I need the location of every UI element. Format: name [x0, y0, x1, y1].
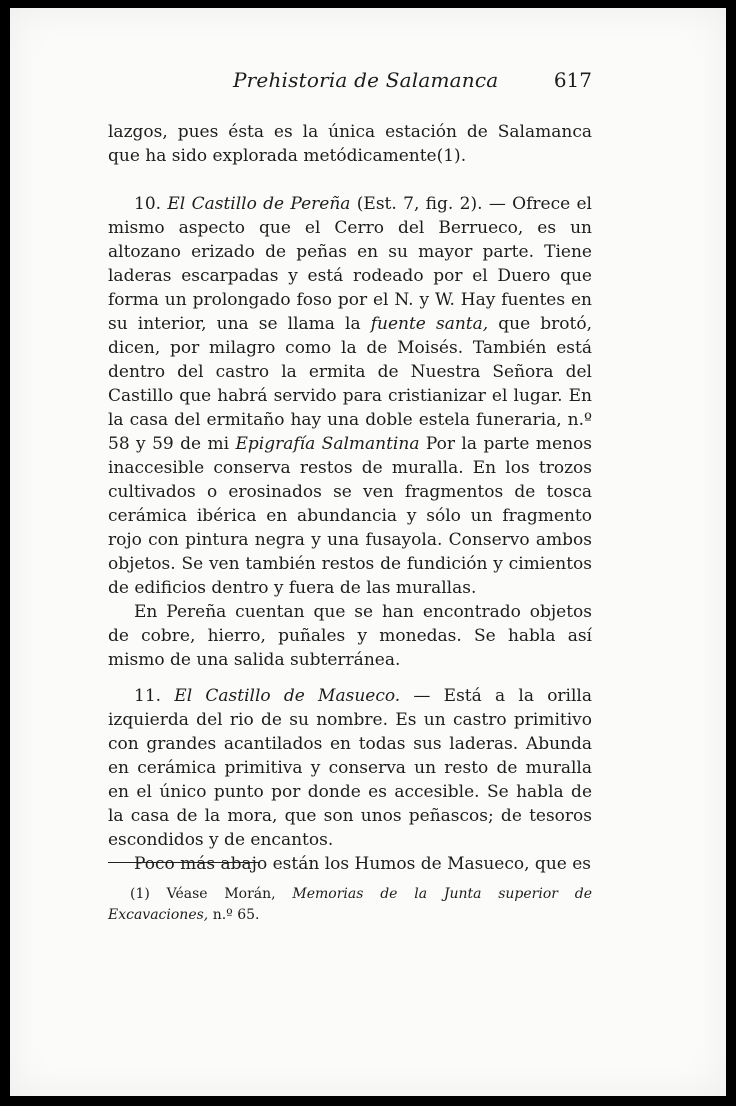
fuente-santa: fuente santa, — [370, 314, 489, 334]
section-10-text-c: que brotó, dicen, por milagro como la de Moisés. También está dentro del castro la ermita de Nuestra Señora del Castillo que habrá servido para cristianizar el lugar. En la casa del ermitaño hay una doble estela funeraria, n.º 58 y 59 de mi — [108, 314, 592, 454]
footnote-marker: (1) — [130, 886, 150, 902]
section-10-title: El Castillo de Pereña — [167, 194, 351, 214]
footnote-title: Memorias de la Junta superior de Excavaciones, — [108, 886, 592, 923]
running-head — [108, 68, 592, 96]
footnote — [108, 884, 592, 926]
footnote-rule — [108, 862, 260, 863]
section-10-paragraph-2: En Pereña cuentan que se han encontrado objetos de cobre, hierro, puñales y monedas. Se habla así mismo de una salida subterránea. — [108, 602, 592, 670]
section-11-paragraph-2: Poco más abajo están los Humos de Masueco, que es — [134, 854, 592, 874]
footnote-ref: (1). — [436, 146, 467, 166]
running-title: Prehistoria de Salamanca — [233, 68, 499, 92]
section-10-text-e: Por la parte menos inaccesible conserva restos de muralla. En los trozos cultivados o erosinados se ven fragmentos de tosca cerámica ibérica en abundancia y sólo un fragmento rojo con pintura negra y una fusayola. Conservo ambos objetos. Se ven también restos de fundición y cimientos de edificios dentro y fuera de las murallas. — [108, 434, 592, 598]
continuation-paragraph — [108, 120, 592, 168]
section-10-paragraph-1 — [108, 192, 592, 600]
section-10-text-a: (Est. 7, fig. 2). — Ofrece el mismo aspecto que el Cerro del Berrueco, es un altozano erizado de peñas en su mayor parte. Tiene laderas escarpadas y está rodeado por el Duero que forma un prolongado foso por el N. y W. Hay fuentes en su interior, una se llama la — [108, 194, 592, 334]
section-11-number: 11. — [134, 686, 162, 706]
section-10 — [108, 192, 592, 672]
book-page — [10, 8, 726, 1096]
continuation-text: lazgos, pues ésta es la única estación de Salamanca que ha sido explorada metódicamente — [108, 122, 592, 166]
section-11-text: — Está a la orilla izquierda del rio de su nombre. Es un castro primitivo con grandes acantilados en todas sus laderas. Abunda en cerámica primitiva y conserva un resto de muralla en el único punto por donde es accesible. Se habla de la casa de la mora, que son unos peñascos; de tesoros escondidos y de encantos. — [108, 686, 592, 850]
footnote-number: n.º 65. — [212, 907, 260, 923]
section-11-title: El Castillo de Masueco. — [174, 686, 401, 706]
section-11-paragraph-1 — [108, 684, 592, 852]
section-11 — [108, 684, 592, 876]
page-number: 617 — [553, 68, 592, 92]
epigrafia-title: Epigrafía Salmantina — [235, 434, 420, 454]
footnote-author: Véase Morán, — [166, 886, 276, 902]
section-10-number: 10. — [134, 194, 162, 214]
